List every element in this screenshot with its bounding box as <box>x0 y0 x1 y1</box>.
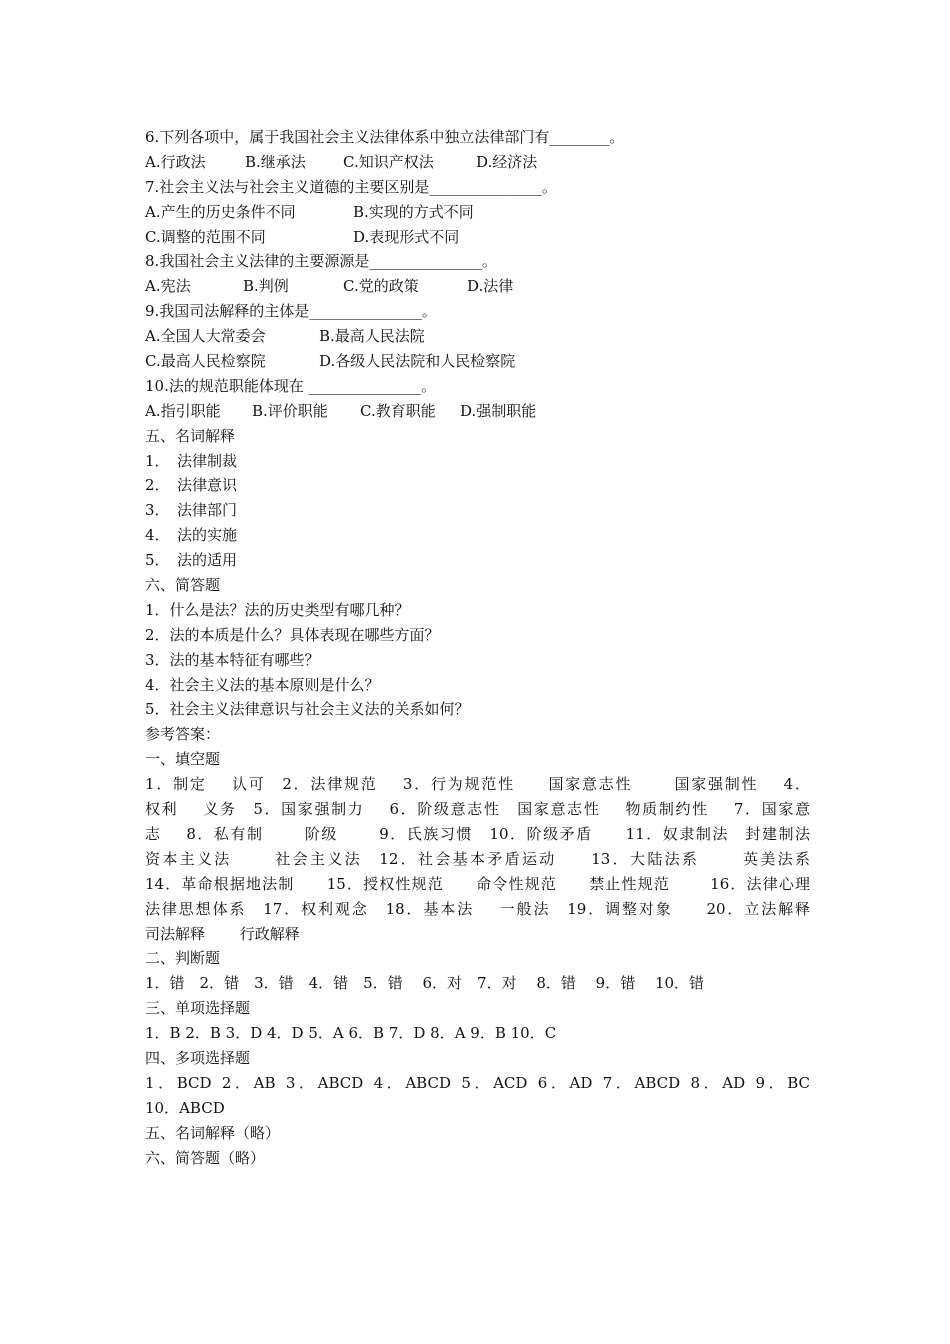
option-b: B.判例 <box>243 277 289 296</box>
option-a: A.宪法 <box>145 277 191 296</box>
option-a: A.指引职能 <box>145 401 221 420</box>
option-d: D.法律 <box>467 277 514 296</box>
option-b: B.继承法 <box>245 152 306 171</box>
question-9-stem: 9.我国司法解释的主体是_______________。 <box>145 302 437 321</box>
question-6-options <box>145 150 810 175</box>
fill-answer-line: 司法解释 行政解释 <box>145 924 300 943</box>
question-9-options-row2 <box>145 349 810 374</box>
term-item: 2． 法律意识 <box>145 476 238 495</box>
fill-answer-line: 资本主义法 社会主义法 12．社会基本矛盾运动 13．大陆法系 英美法系 <box>145 849 810 868</box>
document-page <box>145 125 810 1170</box>
option-d: D.强制职能 <box>460 401 537 420</box>
answers-title: 参考答案： <box>145 725 221 744</box>
term-item: 5． 法的适用 <box>145 551 238 570</box>
single-choice-answer-line: 1．B 2．B 3．D 4．D 5．A 6．B 7．D 8．A 9．B 10．C <box>145 1024 557 1043</box>
term-item: 3． 法律部门 <box>145 501 238 520</box>
section-6-title: 六、简答题 <box>145 576 221 595</box>
option-b: B.最高人民法院 <box>319 327 425 346</box>
short-answer-note: 六、简答题（略） <box>145 1148 266 1167</box>
fill-answer-line: 志 8．私有制 阶级 9．氏族习惯 10．阶级矛盾 11．奴隶制法 封建制法 <box>145 824 810 843</box>
fill-answer-line: 法律思想体系 17．权利观念 18．基本法 一般法 19．调整对象 20．立法解释 <box>145 899 810 918</box>
fill-answer-line: 14．革命根据地法制 15．授权性规范 命令性规范 禁止性规范 16．法律心理 <box>145 874 810 893</box>
judge-answers-title: 二、判断题 <box>145 949 221 968</box>
option-d: D.经济法 <box>476 152 538 171</box>
option-b: B.实现的方式不同 <box>353 202 474 221</box>
option-a: A.产生的历史条件不同 <box>145 202 296 221</box>
single-choice-answers-title: 三、单项选择题 <box>145 999 251 1018</box>
multi-choice-answer-line: 10．ABCD <box>145 1098 225 1117</box>
term-item: 1． 法律制裁 <box>145 451 238 470</box>
option-d: D.表现形式不同 <box>353 227 460 246</box>
question-8-stem: 8.我国社会主义法律的主要源源是_______________。 <box>145 252 497 271</box>
question-7-stem: 7.社会主义法与社会主义道德的主要区别是_______________。 <box>145 177 557 196</box>
question-9-options-row1 <box>145 324 810 349</box>
term-item: 4． 法的实施 <box>145 526 238 545</box>
section-5-title: 五、名词解释 <box>145 426 236 445</box>
option-a: A.全国人大常委会 <box>145 327 266 346</box>
fill-answer-line: 权利 义务 5．国家强制力 6．阶级意志性 国家意志性 物质制约性 7．国家意 <box>145 800 810 819</box>
option-d: D.各级人民法院和人民检察院 <box>319 352 516 371</box>
terms-answer-note: 五、名词解释（略） <box>145 1123 281 1142</box>
judge-answer-line: 1．错 2．错 3．错 4．错 5．错 6．对 7．对 8．错 9．错 10．错 <box>145 974 705 993</box>
fill-answer-line: 1．制定 认可 2．法律规范 3．行为规范性 国家意志性 国家强制性 4． <box>145 775 810 794</box>
short-question: 1．什么是法？法的历史类型有哪几种？ <box>145 600 410 619</box>
option-c: C.教育职能 <box>360 401 436 420</box>
option-a: A.行政法 <box>145 152 206 171</box>
question-10-stem: 10.法的规范职能体现在 _______________。 <box>145 376 437 395</box>
option-b: B.评价职能 <box>252 401 328 420</box>
short-question: 2．法的本质是什么？具体表现在哪些方面？ <box>145 625 440 644</box>
option-c: C.最高人民检察院 <box>145 352 266 371</box>
option-c: C.知识产权法 <box>343 152 434 171</box>
question-10-options <box>145 399 810 424</box>
short-question: 5．社会主义法律意识与社会主义法的关系如何？ <box>145 700 470 719</box>
question-6-stem: 6.下列各项中，属于我国社会主义法律体系中独立法律部门有________。 <box>145 128 625 146</box>
option-c: C.调整的范围不同 <box>145 227 266 246</box>
short-question: 3．法的基本特征有哪些？ <box>145 650 320 669</box>
short-question: 4．社会主义法的基本原则是什么？ <box>145 675 380 694</box>
multi-choice-answers-title: 四、多项选择题 <box>145 1048 251 1067</box>
fill-answers-title: 一、填空题 <box>145 750 221 769</box>
question-8-options <box>145 274 810 299</box>
question-7-options-row1 <box>145 200 810 225</box>
multi-choice-answer-line: 1．BCD 2．AB 3．ABCD 4．ABCD 5．ACD 6．AD 7．ABCD 8．AD 9．BC <box>145 1073 810 1092</box>
option-c: C.党的政策 <box>343 277 419 296</box>
question-7-options-row2 <box>145 225 810 250</box>
